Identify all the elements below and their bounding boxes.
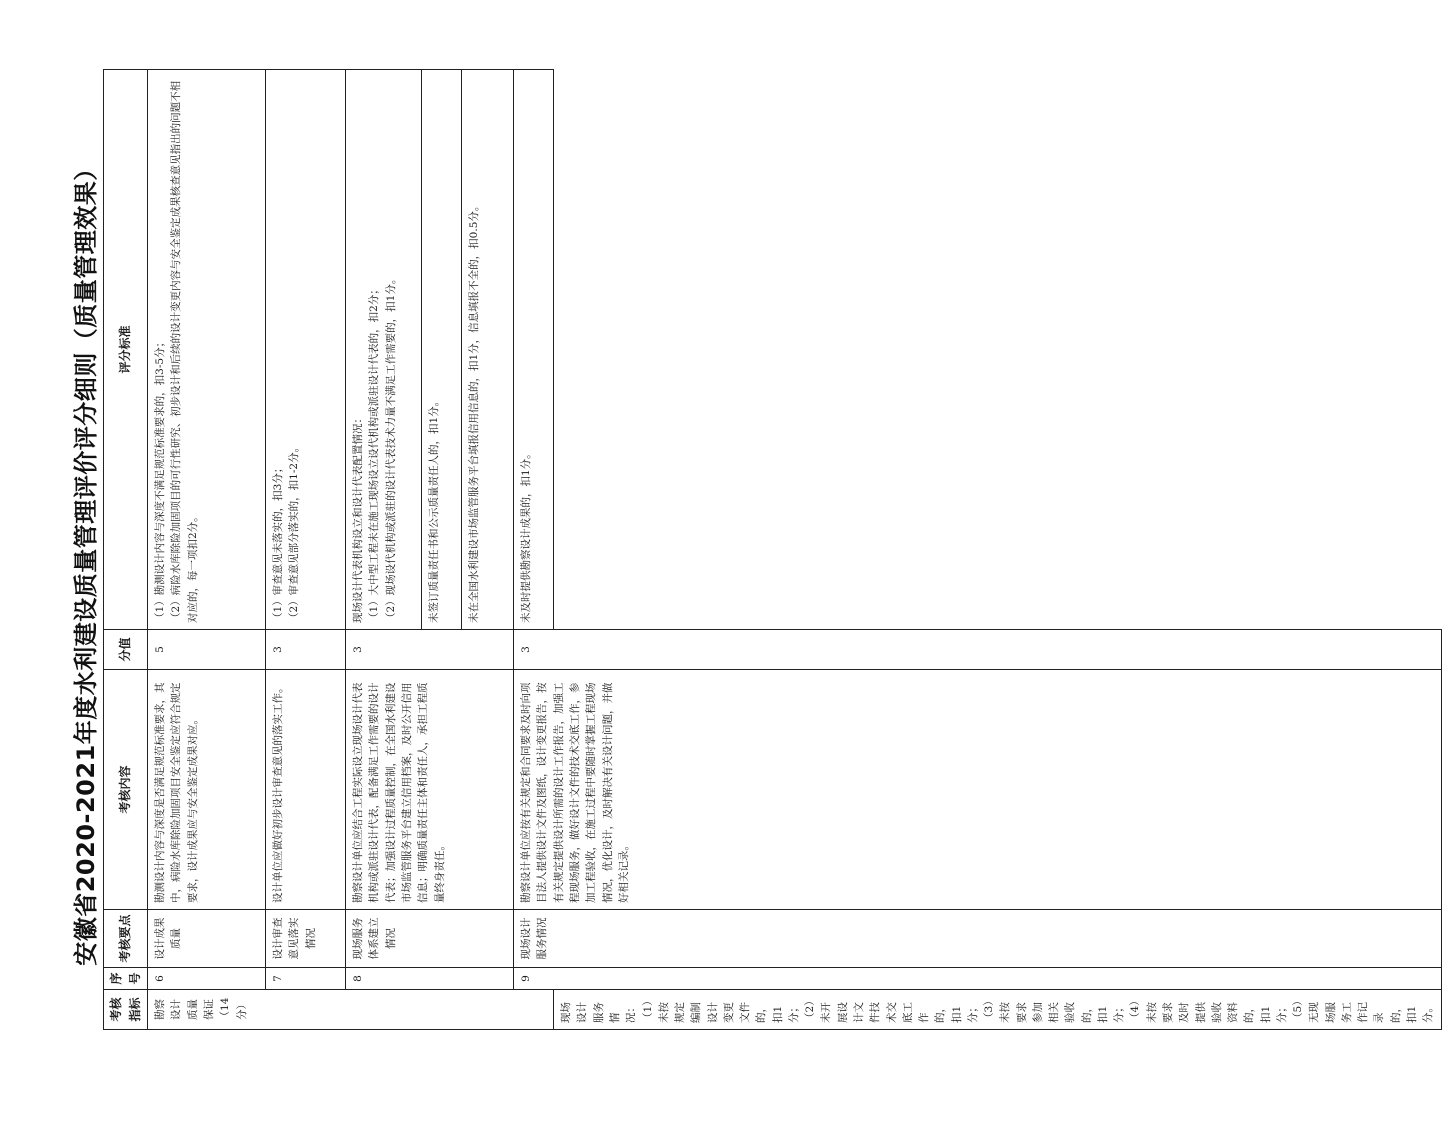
header-key-point: 考核要点 (104, 910, 148, 968)
criteria-line: （3）未按要求参加相关验收的，扣1分； (983, 1000, 1126, 1023)
table-row (514, 70, 554, 1030)
seq-cell: 7 (266, 968, 346, 990)
criteria-line: 未签订质量责任书和公示质量责任人的，扣1分。 (428, 395, 441, 623)
table-row (346, 70, 422, 1030)
criteria-line: （2）审查意见部分落实的，扣1-2分。 (288, 441, 301, 623)
seq-cell: 8 (346, 968, 514, 990)
content-cell: 勘测设计内容与深度是否满足规范标准要求，其中，病险水库除险加固项目安全鉴定应符合规定要求，设计成果应与安全鉴定成果对应。 (148, 670, 266, 910)
criteria-line: （1）大中型工程未在施工现场设立设代机构或派驻设计代表的，扣2分； (368, 284, 381, 623)
header-score: 分值 (104, 630, 148, 670)
score-cell: 3 (266, 630, 346, 670)
score-cell: 5 (148, 630, 266, 670)
criteria-line: （5）无现场服务工作记录的，扣1分。 (1292, 1000, 1435, 1023)
seq-cell: 9 (514, 968, 1441, 990)
score-cell: 3 (514, 630, 1441, 670)
header-indicator: 考核指标 (104, 990, 148, 1030)
table-row (148, 70, 266, 1030)
criteria-line: （2）现场设代机构或派驻的设计代表技术力量不满足工作需要的，扣1分。 (384, 273, 397, 623)
header-seq: 序号 (104, 968, 148, 990)
criteria-line: （2）未开展设计文件技术交底工作的，扣1分； (804, 1000, 979, 1023)
indicator-group-cell: 勘察设计质量保证（14分） (148, 990, 554, 1030)
content-cell: 勘察设计单位应按有关规定和合同要求及时向项目法人提供设计文件及图纸，设计变更报告，按有关规定提供设计所需的设计工作报告，加强工程现场服务，做好设计文件的技术交底工作，参加工程验收，在施工过程中要随时掌握工程现场情况，优化设计，及时解决有关设计问题，并做好相关记录。 (514, 670, 1441, 910)
criteria-cell (346, 70, 422, 630)
key-point-cell: 设计成果质量 (148, 910, 266, 968)
header-content: 考核内容 (104, 670, 148, 910)
criteria-line: 现场设计代表机构设立和设计代表配置情况： (352, 413, 365, 623)
table-row (266, 70, 346, 1030)
score-cell: 3 (346, 630, 514, 670)
content-cell: 设计单位应做好初步设计审查意见的落实工作。 (266, 670, 346, 910)
criteria-cell (462, 70, 514, 630)
criteria-line: （1）勘测设计内容与深度不满足规范标准要求的，扣3-5分； (154, 336, 167, 623)
criteria-line: 现场设计服务情况： (560, 1002, 638, 1023)
key-point-cell: 现场设计服务情况 (514, 910, 1441, 968)
key-point-cell: 现场服务体系建立情况 (346, 910, 514, 968)
document-title: 安徽省2020-2021年度水利建设质量管理评价评分细则（质量管理效果） (72, 156, 100, 966)
criteria-line: 未及时提供勘察设计成果的，扣1分。 (520, 448, 533, 623)
criteria-line: 未在全国水利建设市场监管服务平台填报信用信息的，扣1分，信息填报不全的，扣0.5分。 (468, 200, 481, 623)
criteria-cell (514, 70, 554, 630)
criteria-line: （1）未按规定编制设计变更文件的，扣1分； (641, 1000, 800, 1023)
table-header-row (104, 70, 148, 1030)
criteria-cell (148, 70, 266, 630)
criteria-cell (554, 990, 1441, 1030)
seq-cell: 6 (148, 968, 266, 990)
criteria-line: （2）病险水库除险加固项目的可行性研究、初步设计和后续的设计变更内容与安全鉴定成果核查意见指出的问题不相对应的，每一项扣2分。 (170, 80, 199, 623)
criteria-cell (422, 70, 462, 630)
criteria-line: （4）未按要求及时提供验收资料的，扣1分； (1129, 1000, 1288, 1023)
evaluation-table (103, 69, 1442, 1030)
header-criteria: 评分标准 (104, 70, 148, 630)
key-point-cell: 设计审查意见落实情况 (266, 910, 346, 968)
criteria-line: （1）审查意见未落实的，扣3分； (272, 462, 285, 623)
criteria-cell (266, 70, 346, 630)
content-cell: 勘察设计单位应结合工程实际设立现场设计代表机构或派驻设计代表，配备满足工作需要的设计代表；加强设计过程质量控制，在全国水利建设市场监管服务平台建立信用档案，及时公开信用信息；明确质量责任主体和责任人，承担工程质量终身责任。 (346, 670, 514, 910)
